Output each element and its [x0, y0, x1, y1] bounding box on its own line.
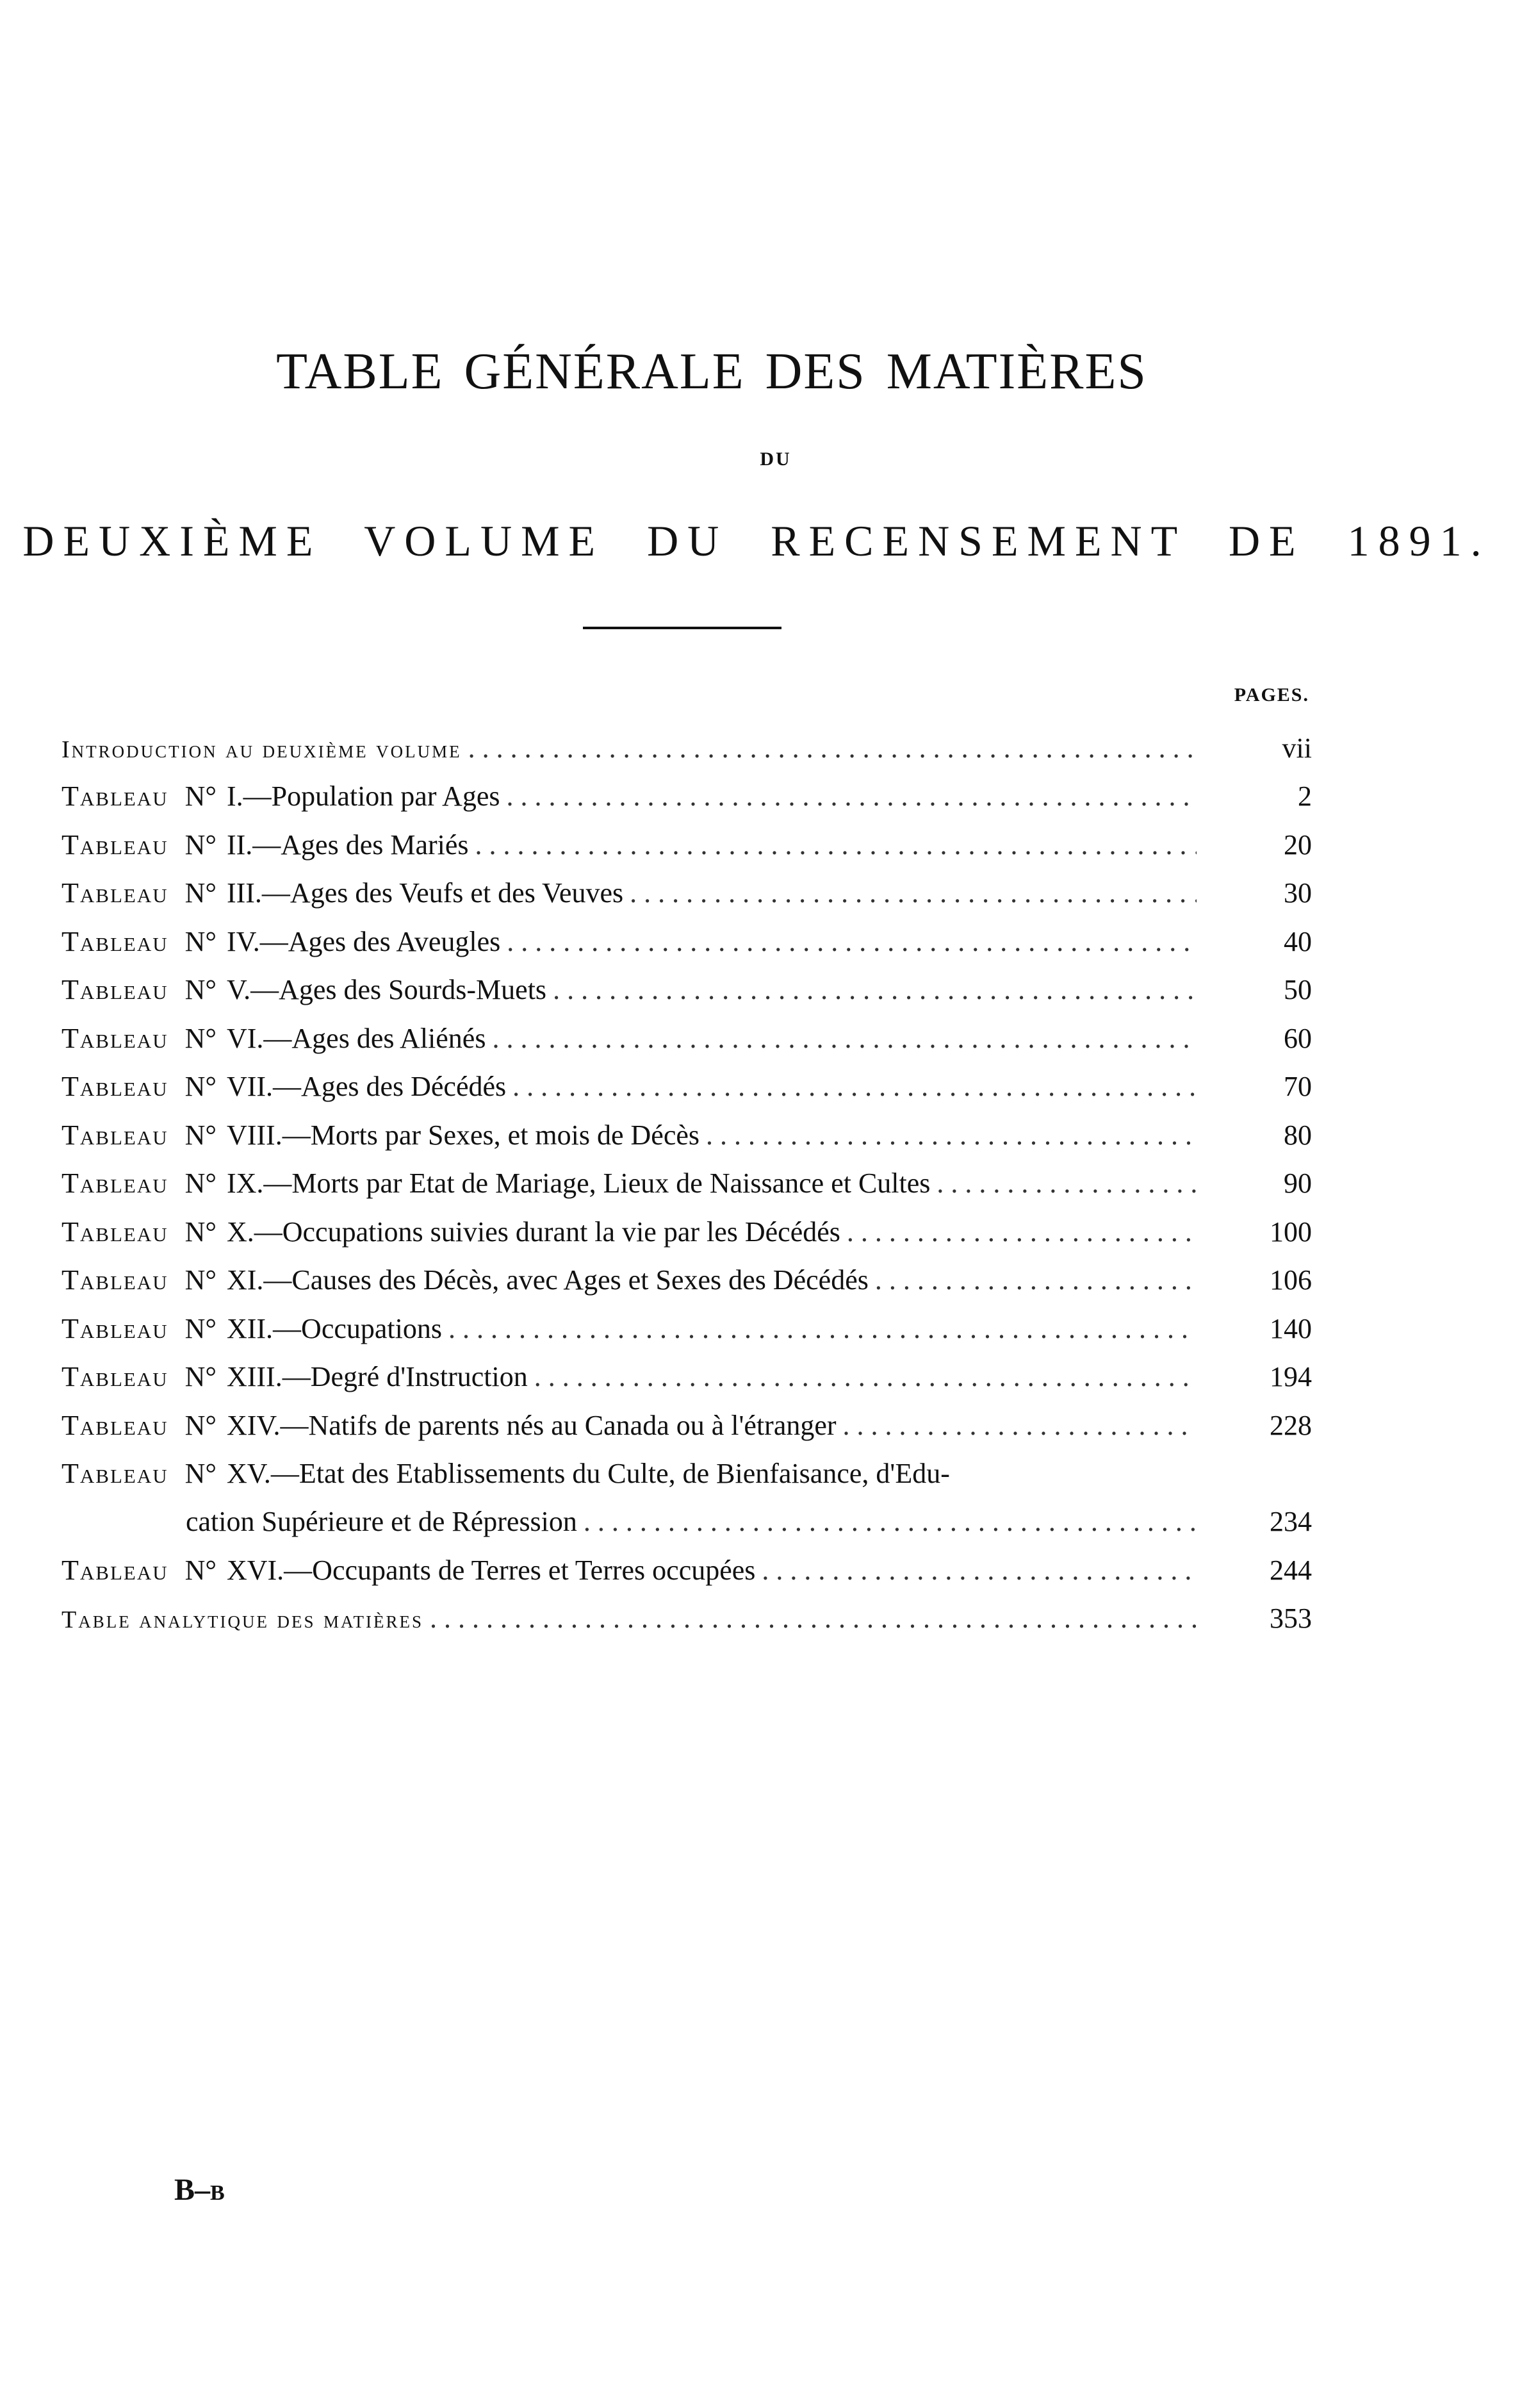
toc-entry-lead: [61, 772, 1197, 820]
toc-entry-page-number: 80: [1284, 1119, 1312, 1151]
toc-entry-lead: [61, 1014, 1197, 1062]
toc-entry-keyword: Tableau: [61, 877, 168, 909]
toc-entry-keyword: Table analytique des matières: [61, 1606, 423, 1633]
toc-leader-dots: [492, 1014, 1197, 1062]
toc-entry: [61, 1062, 1312, 1110]
toc-entry: [61, 966, 1312, 1014]
toc-entry-number-sign: N°: [184, 1071, 217, 1102]
toc-entry-title: XV.—Etat des Etablissements du Culte, de Bienfaisance, d'Edu-: [226, 1458, 950, 1489]
toc-entry-number-sign: N°: [184, 1216, 217, 1248]
toc-entry-page-number: 106: [1270, 1264, 1312, 1296]
toc-entry-page-number: 234: [1270, 1506, 1312, 1537]
toc-entry: [61, 1256, 1312, 1304]
toc-entry-keyword: Tableau: [61, 1264, 168, 1296]
title-rule: [583, 627, 781, 629]
toc-entry-title: XII.—Occupations: [226, 1313, 442, 1344]
toc-entry: [61, 1305, 1312, 1353]
toc-entry-page-number: 194: [1270, 1361, 1312, 1392]
toc-leader-dots: [553, 966, 1197, 1014]
signature-mark-main: B–: [174, 2173, 211, 2207]
toc-entry-lead: [61, 724, 1197, 774]
toc-entry: [61, 772, 1312, 820]
toc-entry-title: II.—Ages des Mariés: [226, 829, 469, 861]
toc-entry-page-number: 60: [1284, 1023, 1312, 1054]
toc-entry: [61, 918, 1312, 966]
toc-entry-keyword: Tableau: [61, 1216, 168, 1248]
toc-entry-lead: [61, 1159, 1197, 1207]
toc-entry: [61, 724, 1312, 772]
toc-entry-page-number: 50: [1284, 974, 1312, 1005]
toc-entry: [61, 1111, 1312, 1159]
toc-entry-page-number: 40: [1284, 926, 1312, 957]
toc-entry: [61, 1353, 1312, 1401]
toc-leader-dots: [468, 724, 1197, 772]
toc-entry-title: cation Supérieure et de Répression: [186, 1506, 577, 1537]
toc-entry-title: IV.—Ages des Aveugles: [226, 926, 501, 957]
toc-leader-dots: [475, 821, 1197, 869]
toc-entry-keyword: Tableau: [61, 780, 168, 812]
toc-leader-dots: [762, 1546, 1197, 1594]
toc-entry-keyword: Tableau: [61, 1119, 168, 1151]
toc-entry-lead: [61, 1305, 1197, 1353]
toc-entry-title: V.—Ages des Sourds-Muets: [226, 974, 547, 1005]
toc-entry-keyword: Introduction au deuxième volume: [61, 736, 462, 763]
page-signature-mark: [174, 2172, 225, 2207]
toc-entry: [186, 1497, 1312, 1546]
toc-entry-number-sign: N°: [184, 780, 217, 812]
toc-entry-title: XVI.—Occupants de Terres et Terres occupées: [226, 1554, 756, 1586]
toc-entry: [61, 1208, 1312, 1256]
toc-entry-number-sign: N°: [184, 1119, 217, 1151]
toc-entry-number-sign: N°: [184, 1023, 217, 1054]
toc-leader-dots: [706, 1111, 1197, 1159]
page-subtitle: DEUXIÈME VOLUME DU RECENSEMENT DE 1891.: [22, 516, 1491, 565]
toc-entry-lead: [61, 1594, 1197, 1644]
toc-entry-title: III.—Ages des Veufs et des Veuves: [226, 877, 624, 909]
toc-entry-title: XIV.—Natifs de parents nés au Canada ou à l'étranger: [226, 1410, 837, 1441]
toc-entry-lead: [61, 1353, 1197, 1401]
toc-leader-dots: [507, 918, 1197, 966]
toc-entry-lead: [61, 1449, 1197, 1497]
toc-entry-lead: [61, 1062, 1197, 1110]
toc-entry-keyword: Tableau: [61, 926, 168, 957]
signature-mark-small: B: [210, 2181, 225, 2205]
toc-leader-dots: [843, 1401, 1197, 1449]
toc-leader-dots: [448, 1305, 1197, 1353]
toc-entry: [61, 1546, 1312, 1594]
toc-entry-lead: [61, 869, 1197, 917]
toc-entry: [61, 1401, 1312, 1449]
toc-leader-dots: [584, 1497, 1197, 1546]
toc-entry-keyword: Tableau: [61, 974, 168, 1005]
toc-entry-page-number: 2: [1298, 780, 1312, 812]
toc-entry-title: VII.—Ages des Décédés: [226, 1071, 507, 1102]
toc-entry: [61, 1449, 1312, 1497]
toc-entry-lead: [61, 1546, 1197, 1594]
toc-entry-page-number: 244: [1270, 1554, 1312, 1586]
toc-entry-number-sign: N°: [184, 1410, 217, 1441]
toc-entry-number-sign: N°: [184, 1361, 217, 1392]
toc-entry-title: XI.—Causes des Décès, avec Ages et Sexes des Décédés: [226, 1264, 869, 1296]
toc-entry: [61, 869, 1312, 917]
toc-leader-dots: [506, 772, 1197, 820]
toc-entry-keyword: Tableau: [61, 1554, 168, 1586]
toc-entry-page-number: 70: [1284, 1071, 1312, 1102]
toc-leader-dots: [847, 1208, 1197, 1256]
toc-entry-number-sign: N°: [184, 926, 217, 957]
toc-entry: [61, 821, 1312, 869]
toc-entry-keyword: Tableau: [61, 1071, 168, 1102]
toc-entry-number-sign: N°: [184, 1554, 217, 1586]
toc-entry-lead: [61, 1111, 1197, 1159]
toc-entry-title: IX.—Morts par Etat de Mariage, Lieux de Naissance et Cultes: [226, 1167, 931, 1199]
toc-entry-page-number: 100: [1270, 1216, 1312, 1248]
toc-entry: [61, 1014, 1312, 1062]
toc-entry-number-sign: N°: [184, 1313, 217, 1344]
toc-entry-keyword: Tableau: [61, 1458, 168, 1489]
toc-entry-keyword: Tableau: [61, 829, 168, 861]
toc-entry-keyword: Tableau: [61, 1023, 168, 1054]
pages-column-heading: PAGES.: [1234, 684, 1309, 705]
toc-entry-keyword: Tableau: [61, 1361, 168, 1392]
toc-entry-title: I.—Population par Ages: [226, 780, 500, 812]
toc-entry-lead: [61, 1256, 1197, 1304]
toc-leader-dots: [430, 1594, 1197, 1642]
title-connector: DU: [760, 449, 792, 470]
toc-entry-keyword: Tableau: [61, 1410, 168, 1441]
toc-entry-lead: [61, 1208, 1197, 1256]
toc-entry-number-sign: N°: [184, 1458, 217, 1489]
toc-entry-keyword: Tableau: [61, 1167, 168, 1199]
toc-leader-dots: [630, 869, 1197, 917]
page-title: TABLE GÉNÉRALE DES MATIÈRES: [276, 343, 1147, 400]
toc-entry-page-number: 90: [1284, 1167, 1312, 1199]
toc-entry-number-sign: N°: [184, 877, 217, 909]
toc-leader-dots: [875, 1256, 1197, 1304]
toc-entry-page-number: 20: [1284, 829, 1312, 861]
toc-entry-page-number: 353: [1270, 1603, 1312, 1634]
toc-entry-lead: [61, 966, 1197, 1014]
toc-entry-page-number: 140: [1270, 1313, 1312, 1344]
toc-leader-dots: [936, 1159, 1197, 1207]
toc-entry-title: VIII.—Morts par Sexes, et mois de Décès: [226, 1119, 699, 1151]
toc-entry: [61, 1159, 1312, 1207]
toc-entry-keyword: Tableau: [61, 1313, 168, 1344]
toc-entry-number-sign: N°: [184, 829, 217, 861]
toc-entry-page-number: 228: [1270, 1410, 1312, 1441]
toc-entry-number-sign: N°: [184, 1167, 217, 1199]
toc-leader-dots: [512, 1062, 1197, 1110]
toc-leader-dots: [534, 1353, 1197, 1401]
toc-entry-number-sign: N°: [184, 1264, 217, 1296]
toc-entry: [61, 1594, 1312, 1642]
toc-entry-title: VI.—Ages des Aliénés: [226, 1023, 486, 1054]
toc-entry-lead: [186, 1497, 1197, 1546]
toc-entry-title: X.—Occupations suivies durant la vie par les Décédés: [226, 1216, 840, 1248]
toc-entry-number-sign: N°: [184, 974, 217, 1005]
toc-entry-page-number: vii: [1282, 732, 1312, 764]
toc-entry-title: XIII.—Degré d'Instruction: [226, 1361, 528, 1392]
toc-entry-page-number: 30: [1284, 877, 1312, 909]
toc-entry-lead: [61, 821, 1197, 869]
toc-entry-lead: [61, 918, 1197, 966]
toc-entry-lead: [61, 1401, 1197, 1449]
